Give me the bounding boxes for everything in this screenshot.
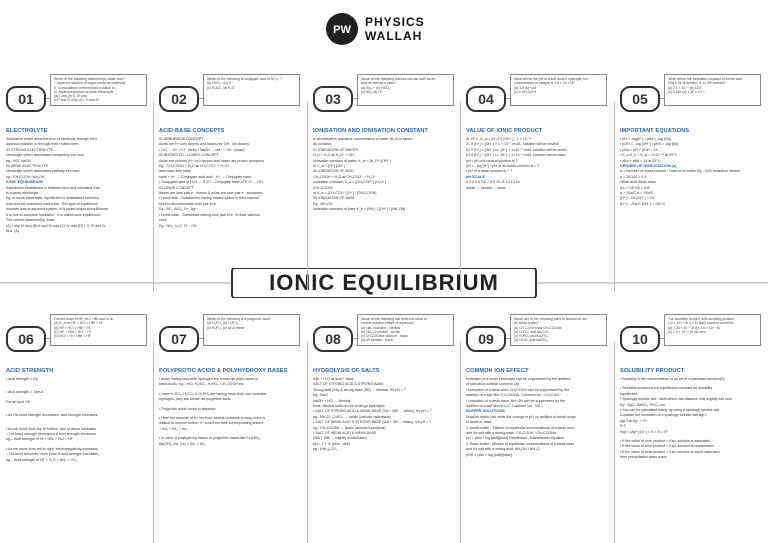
body-line: 02 If [H⁺] > [OH⁻] i.e. [H⁺] > 1×10⁻⁷ mol/L solution will be acidic (466, 147, 567, 152)
body-line: α = √Ka/C α = √Kb/C (620, 191, 654, 196)
body-line: ∴ Ka₁ > Ka₂ > Ka₃ (159, 426, 188, 431)
question-line: if its 0.01 M solution is 14.5% ionised? (668, 81, 726, 86)
body-line: pH = 7 + ½ (pKa - pKb) (313, 441, 351, 446)
body-line: • If the value of ionic product < Ksp, solution is unsaturated. (620, 444, 715, 449)
body-line: • Acids having ionizable hydrogen are known as protic acids or (159, 377, 259, 381)
body-line: of acids or base. (466, 420, 493, 425)
body-line: of salt which contain common ion. (466, 382, 520, 387)
column-divider (153, 102, 154, 292)
question-line: III. Aqueous solution of weak electrolyte ... (54, 89, 118, 94)
column-divider (614, 102, 615, 292)
body-line: Weak acid Weak base (620, 180, 656, 185)
body-line: It is due to complete ionization . It is called ionic equilibrium. (6, 212, 102, 217)
body-line: ∴ HA bond becomes more polar & acid strength increases. (6, 452, 100, 457)
body-line: electrolyte which dissociates partially into ions. (6, 169, 81, 174)
body-line: [H⁺] = Cα [OH⁻] = Cα (620, 196, 655, 201)
body-line: Equilibrium established in between ions and unionised Salt (6, 185, 100, 190)
body-line: • SALT OF WEAK ACID & STRONG BASE (WA + SB → Basic), it's pH > 7 (313, 420, 432, 425)
card-number-badge: 07 (159, 326, 199, 352)
section-body (6, 137, 149, 266)
body-line: equilibrium. (620, 391, 639, 396)
body-line: eg.: NH₄Cl, CuSO₄ → acidic (cationic hydrolysis) (313, 414, 391, 419)
body-line: DEGREE OF DISSOCIATION (α) (620, 164, 677, 169)
body-line: Eg.: AgCl, BaSO₄, PbCl₂ etc. (620, 402, 667, 407)
body-line: [CH₃COOH] (313, 185, 333, 190)
column-divider (460, 102, 461, 292)
body-line: hydrogen, they are known as polyprotic acids. (159, 397, 232, 402)
body-line: addition of a salt like NH₄Cl. Common ion : NH₄⁺ (466, 404, 544, 409)
question-line: (c) 0.145 (d) 1.45 × 10⁻² (668, 89, 705, 94)
body-line: • In case of polyhydroxy bases or polyacidic bases like Fe(OH)₃, (159, 436, 261, 441)
body-line: In all ionisation reactions concentration of water [H₂O] is taken (313, 137, 412, 141)
question-box (203, 314, 300, 346)
question-box (50, 74, 147, 106)
question-line: 1.6 × 10⁻¹⁰ in 0.1 M NaCl solution would be (668, 321, 734, 326)
section-title: COMMON ION EFFECT (466, 368, 529, 374)
body-line: • Ionisation of a weak base, NH₄OH can be suppressed by the (466, 398, 566, 403)
card-number-badge: 10 (620, 326, 660, 352)
body-line: shell to accommodate lone pair of e⁻ (159, 201, 218, 206)
body-line: • SALT OF STRONG ACID & WEAK BASE (SA + WB → acidic), it's pH < 7 (313, 409, 432, 414)
body-line: here precipitation takes place (620, 455, 667, 460)
question-box (664, 74, 761, 106)
question-box (664, 314, 761, 346)
question-line: (c) CH₃COONa solution - basic (361, 334, 408, 339)
body-line: 03 If [H⁺] < [OH⁻] i.e. [H⁺] < 1×10⁻⁷ mol/L solution will be basic (466, 153, 566, 158)
body-line: IONIC EQUILIBRIUM (6, 180, 43, 185)
question-line: (d) All solution - basic (361, 338, 394, 343)
body-line: • acid strength ∝ Ka (6, 377, 38, 381)
card-number-badge: 03 (313, 86, 353, 112)
question-line: (a) 3.8 (b) 9.64 (514, 85, 537, 90)
body-line: difficult to remove further H⁺ ions from their corresponding anions. (159, 421, 265, 426)
question-line: concentration in sample is 3.8 × 10⁻³ M? (514, 81, 576, 86)
title-banner (0, 268, 768, 298)
body-line: SALT OF STRONG ACID & STRONG BASE (313, 382, 384, 387)
section-body (620, 137, 763, 266)
body-line: Eg.: BF₃, AlCl₃, H⁺, Ag⁺ (159, 207, 197, 212)
body-line: • pOH = - log [OH⁻] • pKb = -log [Kb] (620, 142, 679, 147)
question-line: (C) HF > HBr > HCl > HI (54, 329, 91, 334)
body-line: acid base acid base (159, 169, 191, 174)
body-line: eg.: NaCl (313, 393, 328, 398)
body-line: eg.:- Acid strength of HF > H₂O > NH₃ > CH₄ (6, 457, 78, 462)
question-line: What will be the ionisation constant of formic acid (668, 77, 743, 81)
body-line: Consider the ionisation of a sparingly soluble salt AgCl (620, 413, 707, 418)
question-line: (c) SO₃ (d) Cl⁻ (361, 89, 384, 94)
body-line: H₂O + H₂O ⇌ H₃O⁺ + OH⁻ (313, 153, 356, 158)
body-line: NaOH + HCl → Neutral (313, 398, 351, 403)
body-line: α = Number of moles ionised / Total no of moles Eg.- 30% ionisation means (620, 169, 740, 174)
body-line: • pH of a basic solution is > 7 (466, 169, 513, 174)
body-line: eg.:- Acid strength of HI > HBr > HCl > HF (6, 437, 73, 442)
body-line: 01 ARRHENIUS CONCEPT (159, 137, 204, 141)
question-line: II. Conductance of electrolytic solution is ... (54, 85, 119, 90)
body-line: • As we move from top to bottom, size of anion increases (6, 426, 97, 431)
body-line: • pKw = pH + pOH = 14 (620, 147, 658, 152)
body-line: • Ksp can be calculated easily by using a sparingly soluble salt (620, 408, 720, 413)
card-number-badge: 02 (159, 86, 199, 112)
question-line: Which of the following species can act both as an (361, 77, 436, 81)
body-line: • pH = -log[H⁺] • pKa = -log [Ka] (620, 137, 671, 141)
question-line: (a) 1.26 × 10⁻⁵ M (b) 1.6 × 10⁻⁹ M (668, 325, 720, 330)
question-line: Which are of the following pairs of solution is not (514, 317, 587, 321)
body-line: Solution which can resist the change in pH on addition of small drops (466, 414, 576, 419)
question-box (357, 74, 454, 106)
body-line: α = 30/100 = 0.3 (620, 174, 647, 179)
body-line: [H⁺] = √Ka·C [OH⁻] = √Kb·C (620, 201, 666, 206)
body-line: Ionisation of a weak electrolyte can be suppressed by the addition (466, 377, 571, 381)
body-line: 01 STRONG ELECTROLYTE (6, 147, 54, 152)
body-line: pH SCALE (466, 174, 485, 179)
question-line: (A) K_a for HF > HCl > HBr > HI (54, 321, 103, 326)
question-line: (a) H₃PO₄ (b) H₃PO₃ (207, 321, 239, 326)
body-line: Acids are H⁺ ions donors and bases are OH⁻ ion donors. (159, 142, 250, 147)
question-box (357, 314, 454, 346)
question-line: Which of the following is a polyprotic acid? (207, 317, 271, 321)
body-line: • Polyprotic acids ionise in stepwise. (159, 406, 217, 411)
body-line: pOH = pKb + log [salt]/[base] (466, 452, 513, 457)
column-divider (307, 342, 308, 543)
body-line: Ksp = [Ag⁺] [Cl⁻] = S × S = S² (620, 429, 668, 434)
body-line: • Solubility product is the equilibrium constant for solubility (620, 386, 713, 391)
body-line: Eg.: NH₄OH (313, 201, 333, 206)
column-divider (614, 342, 615, 543)
body-line: 03 IONISATION OF BASE (313, 196, 356, 201)
body-line: acidic ← neutral → basic (466, 185, 506, 190)
body-line: eg.: CH₃COONa → Basic (anionic hydrolysis) (313, 425, 386, 430)
question-line: (b) H₂CO₃ and Na₂CO₃ (514, 329, 549, 334)
section-body (159, 137, 302, 266)
question-box (50, 314, 147, 346)
body-line: and it's salt with a strong base. CH₃COOH / CH₃COONa (466, 431, 556, 436)
body-line: At 25°C, K_w = [H₃O⁺] [OH⁻] = 1 × 10⁻¹⁴ (466, 137, 532, 141)
question-line: Which of the following is conjugate acid of SO₄²⁻? (207, 77, 282, 81)
body-line: • Sparingly soluble salt - salts which can dissolve only slightly into ions (620, 397, 732, 402)
question-box (510, 314, 607, 346)
question-line: Which of the following salt does not show in (361, 317, 427, 321)
body-line: • If the value of ionic product > Ksp, solution is saturated. (620, 439, 711, 444)
body-line: • As we move from left to right, electronegativity increases (6, 446, 98, 451)
question-line: (c) H₂SO₄ (d) H₂O (207, 85, 235, 90)
question-line: (d) HClO₄ and NaClO₄ (514, 338, 548, 343)
body-line: or K_a = [CH₃COO⁻] [H⁺] / [CH₃COOH] (313, 191, 377, 196)
body-line: (A) I and IV only (B) II and III only (C) IV only (D) I, II, III and IV (6, 223, 106, 228)
body-line: 02 BRONSTED - LOWRY CONCEPT (159, 153, 219, 158)
body-line: • Lewis acid - Substances having Vacant space in their valence (159, 196, 260, 201)
body-line: and it's salt with a strong acid. NH₄OH / NH₄Cl (466, 447, 540, 452)
body-line: 02 IONISATION OF ACID (313, 169, 354, 174)
column-divider (307, 102, 308, 292)
card-number-badge: 06 (6, 326, 46, 352)
question-line: correct solution nature of aqueous? (361, 321, 415, 326)
question-box (203, 74, 300, 106)
body-line: CH₃COOH + H₂O ⇌ CH₃COO⁻ + H₃O⁺ (313, 174, 376, 179)
body-line: • As HA bond strength decreases, acid strength increases (6, 413, 98, 418)
section-title: IONISATION AND IONISATION CONSTANT (313, 128, 429, 134)
body-line: • Have H₂SO₄, H₂CO₃ & H₃PO₄ are having more than one ionizable (159, 391, 267, 396)
body-line: Salt + H₂O ⇌ acid + base (313, 377, 354, 381)
brand-line2: WALLAH (365, 29, 423, 43)
body-line: Bases are lone pair e⁻ donors & acids are lone pair e⁻ acceptors. (159, 191, 264, 196)
body-line: • If the value of ionic product > Ksp, solution is super saturated, (620, 449, 721, 454)
card-number-badge: 09 (466, 326, 506, 352)
body-line: or K_w = [H⁺] [OH⁻] (313, 164, 346, 169)
body-line: basic acids. eg.:- HCl, H₂SO₄, H₃PO₄, CH₃COOH etc (159, 382, 244, 387)
card-number-badge: 05 (620, 86, 660, 112)
body-line: ions and the unionised molecules. This type of equilibrium (6, 201, 99, 206)
body-line: 01 If [H⁺] = [OH⁻] = 1 × 10⁻⁷ mol/L, solution will be neutral (466, 142, 559, 147)
body-line: • Solubility is the concentration of an ion in a saturated solution(S) (620, 377, 725, 381)
section-body (6, 377, 149, 541)
body-line: Ionisation constant of water, K_w = [H₃O⁺] [OH⁻] (313, 158, 391, 163)
body-line: eg.: (NH₄)₂CO₃ (313, 447, 338, 452)
body-line: 01 IONISATION OF WATER (313, 147, 359, 152)
body-line: BUFFER SOLUTIONS (466, 409, 505, 414)
body-line: pH • pH of a neutral solution is 7 (466, 158, 518, 163)
body-line: AgCl ⇌ Ag⁺ + Cl⁻ (620, 418, 649, 423)
question-line: (c) I and III only (d) I, II and III (54, 98, 99, 103)
question-line: (a) SO₄²⁻ (b) HSO₄⁻ (361, 85, 392, 90)
question-line: acid as well as a base? (361, 81, 397, 86)
svg-text:PW: PW (333, 24, 351, 36)
question-line: (a) HSO₄⁻ (b) H⁺ (207, 81, 233, 86)
question-line: (b) NH₄Cl solution - Acidic (361, 329, 401, 334)
section-title: ACID-BASE CONCEPTS (159, 128, 225, 134)
body-line: • Ionisation of a weak acid, CH₃COOH can be suppressed by the (466, 387, 570, 392)
body-line: Eg.: CH₃COOH + H₂O ⇌ CH₃COO⁻ + H₃O⁺ (159, 164, 230, 169)
body-line: Ka = Cα² Kb = Cα² (620, 185, 650, 190)
section-body (620, 377, 763, 541)
question-line: Correct order of HF, HCl, HBr and HI is: (54, 317, 114, 321)
question-line: (D) HCl < HI < HBr < HF (54, 334, 91, 339)
body-line: Eg.: NH₃, H₂O, Cl⁻, OH⁻ (159, 223, 199, 228)
body-line: 0 1 2 3 4 5 6 7 8 9 10 11 12 13 14 (466, 180, 520, 185)
section-body (466, 377, 609, 541)
body-line: ∴ HA bond strength decreases & acid strength increases. (6, 432, 97, 437)
question-line: I. Aqueous solution of sugar conducts electricity (54, 81, 126, 86)
question-line: What will be the pH of a soft drink if hydrogen ion (514, 77, 588, 81)
body-line: 02 WEAK ELECTROLYTE (6, 164, 49, 169)
body-line: • HCl → H⁺ + Cl⁻ (acid) • NaOH → Na⁺ + OH⁻ (base) (159, 147, 245, 152)
body-line: • SALT OF WEAK ACID & WEAK BASE (313, 431, 377, 436)
question-line: (a) CH₃COOH and CH₃COONa (514, 325, 562, 330)
body-line: • K_a·K_b = K_w = 1×10⁻¹⁴ at 25°C (620, 153, 678, 158)
body-line: involves ions in aqueous system. It is called physical equilibrium. (6, 207, 109, 212)
card-number-badge: 01 (6, 86, 46, 112)
body-line: Ba(OH)₂ etc. Kb₁ > Kb₂ > Kb₃ (159, 441, 206, 446)
body-line: Ionisation constant of base K_b = [NH₄⁺] [OH⁻] / [NH₄OH] (313, 207, 406, 212)
body-line: addition of a salt like CH₃COONa. Common ion : CH₃COO⁻ (466, 393, 562, 398)
body-line: Eg. In weak electrolyte, equilibrium is established between (6, 196, 99, 201)
body-line: Strong acid (SA) & strong base (SB) → Neutral, it's pH = 7 (313, 387, 406, 392)
body-line: eg.: CH₃COOH, NH₄OH (6, 174, 45, 179)
question-line: (c) 1.6 × 10⁻¹¹ M (d) zero (668, 329, 706, 334)
pw-logo-icon (325, 12, 359, 46)
body-line: S S (620, 424, 626, 429)
body-line: The correct statement(s) is/are (6, 218, 55, 223)
question-line: (c) H₃PO₄ and Na₃PO₄ (514, 334, 549, 339)
question-line: (a) NaCl solution - Neutral (361, 325, 401, 330)
section-title: POLYPROTIC ACIDS & POLYHYDROXY BASES (159, 368, 288, 374)
body-line: in a weak electrolyte. (6, 191, 40, 196)
body-line: For an acid HA (6, 399, 30, 404)
section-title: SOLUBILITY PRODUCT (620, 368, 685, 374)
body-line: pH = - log [H⁺] • pH of an acidic solution is < 7 (466, 164, 540, 169)
column-divider (460, 342, 461, 543)
brand-line1: PHYSICS (365, 15, 425, 29)
body-line: • Lewis base - Substance having lone pair of e⁻ in their valence (159, 212, 260, 217)
question-line: an acidic buffer? (514, 321, 539, 326)
body-line: pH = pKa + log [salt]/[acid] Henderson - Hasselbalch equation (466, 436, 565, 441)
section-body (313, 377, 456, 541)
question-line: (a) I only (b) II, III only (54, 94, 87, 99)
question-line: (c) 2.42 (d) 9.5 (514, 89, 537, 94)
body-line: base + H⁺ → Conjugate acid acid - H⁺ → Conjugate base (159, 174, 251, 179)
body-line: as constant (313, 142, 332, 147)
body-line: • Conjugate acid of H₂O → H₃O⁺ • Conjugate base of H₂O → OH⁻ (159, 180, 265, 185)
section-body (313, 137, 456, 266)
body-line: 2. Basic buffer - Mixture of equimolar concentrations of a weak base (466, 441, 575, 446)
body-line: aqueous solution or through their molten form. (6, 142, 80, 147)
body-line: • acid strength ∝ 1/pKa (6, 390, 43, 395)
brand-logo (325, 12, 485, 46)
section-title: ACID STRENGTH (6, 368, 54, 374)
question-line: (B) HF < HCl < HBr < HI (54, 325, 91, 330)
question-box (510, 74, 607, 106)
body-line: shell (159, 218, 167, 223)
section-body (159, 377, 302, 541)
body-line: (WA + WB → slightly acidic/basic) (313, 436, 367, 441)
card-number-badge: 08 (313, 326, 353, 352)
body-line: eg.: HCl, NaOH (6, 158, 31, 163)
body-line: • pKa + pKb = 14 at 25°C (620, 158, 661, 163)
section-title: IMPORTANT EQUATIONS (620, 128, 690, 134)
section-title: VALUE OF IONIC PRODUCT (466, 128, 543, 134)
body-line: Ionisation constant, K_a = [CH₃COO⁻] [H₃O⁺] (313, 180, 386, 185)
body-line: Ans. (A) (6, 228, 19, 233)
section-title: HYDROLYSIS OF SALTS (313, 368, 380, 374)
section-body (466, 137, 609, 266)
body-line: electrolyte which dissociates completely into ions. (6, 153, 85, 158)
body-line: 03 LEWIS CONCEPT (159, 185, 194, 190)
page-title: IONIC EQUILIBRIUM (269, 270, 499, 295)
question-line: The solubility of AgCl, with solubility product (668, 317, 734, 321)
column-divider (153, 342, 154, 543)
section-title: ELECTROLYTE (6, 128, 48, 134)
body-line: Note: Neutral salts do not undergo hydrolysis (313, 404, 385, 409)
card-number-badge: 04 (466, 86, 506, 112)
question-line: (c) H₃PO₂ (d) all of these (207, 325, 245, 330)
body-line: 1. Acidic buffer - Mixture of equimolar concentrations of a weak acid (466, 425, 574, 430)
question-line: (a) 2.1 × 10⁻⁴ (b) 14.5 (668, 85, 702, 90)
body-line: Substance which allow the flow of electricity through their (6, 137, 97, 141)
body-line: Acids are protons (H⁺ ion) donors and bases are proton acceptors. (159, 158, 266, 163)
body-line: • Here the removal of H⁺ ion from neutral molecule is easy, but it is (159, 416, 265, 421)
question-line: Which of the following statement(s) is/are true? (54, 77, 125, 81)
